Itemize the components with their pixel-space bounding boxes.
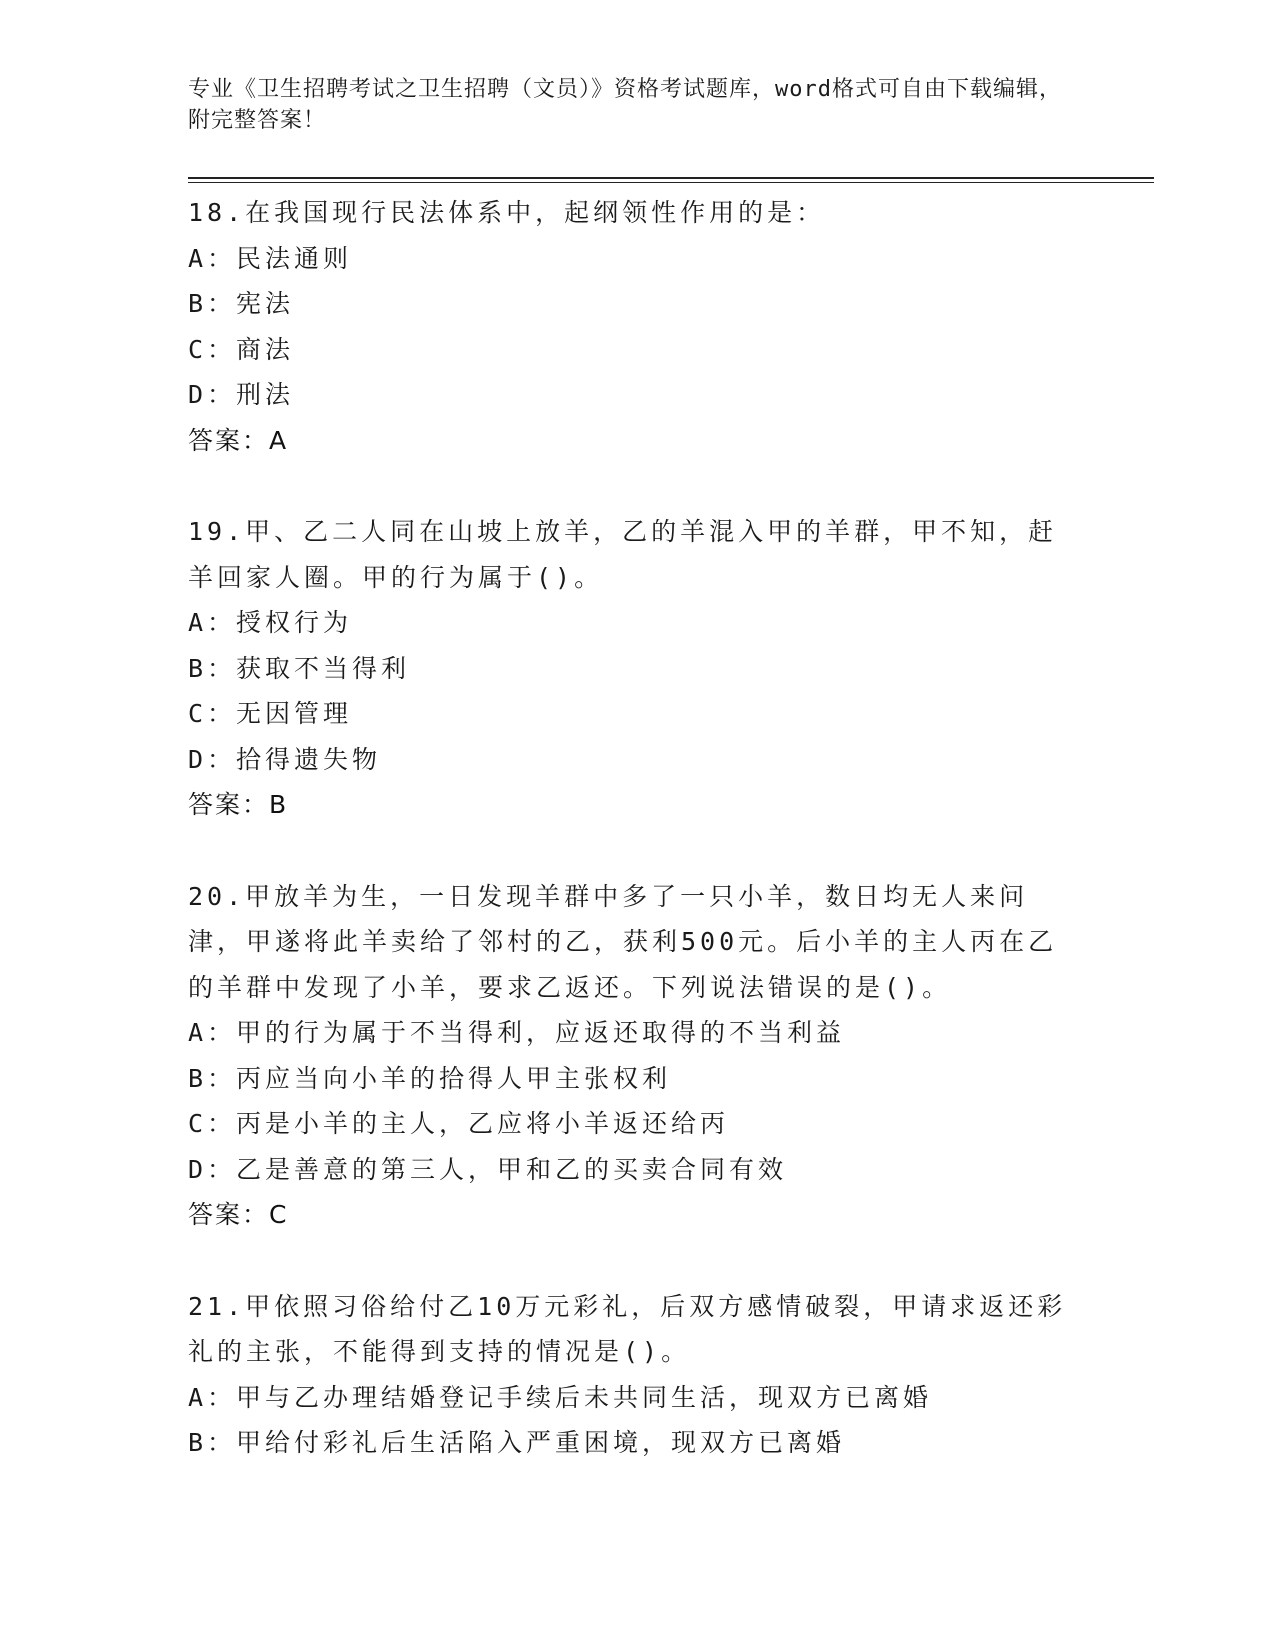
option-c: C：商法	[188, 334, 295, 364]
answer-text: 答案：A	[188, 425, 289, 455]
option-a: A：授权行为	[188, 608, 353, 637]
question-stem: 19.甲、乙二人同在山坡上放羊，乙的羊混入甲的羊群，甲不知，赶羊回家人圈。甲的行为属于()。	[188, 517, 1058, 592]
document-header: 专业《卫生招聘考试之卫生招聘（文员）》资格考试题库，word格式可自由下载编辑，附完整答案！	[188, 77, 1062, 133]
answer-text: 答案：C	[188, 1200, 289, 1229]
question-18	[188, 190, 1148, 463]
option-b: B：丙应当向小羊的拾得人甲主张权利	[188, 1063, 672, 1093]
question-20	[188, 874, 1148, 1238]
question-21	[188, 1284, 1148, 1466]
option-d: D：刑法	[188, 380, 295, 409]
option-a: A：民法通则	[188, 243, 353, 273]
question-stem: 20.甲放羊为生，一日发现羊群中多了一只小羊，数日均无人来问津，甲遂将此羊卖给了邻村的乙，获利500元。后小羊的主人丙在乙的羊群中发现了小羊，要求乙返还。下列说法错误的是()。	[188, 881, 1058, 1002]
question-stem: 21.甲依照习俗给付乙10万元彩礼，后双方感情破裂，甲请求返还彩礼的主张，不能得到支持的情况是()。	[188, 1291, 1067, 1366]
answer-text: 答案：B	[188, 790, 289, 819]
question-19	[188, 509, 1148, 828]
header-divider	[188, 177, 1154, 183]
option-b: B：宪法	[188, 289, 295, 318]
option-d: D：乙是善意的第三人，甲和乙的买卖合同有效	[188, 1154, 788, 1184]
option-d: D：拾得遗失物	[188, 744, 382, 774]
option-a: A：甲与乙办理结婚登记手续后未共同生活，现双方已离婚	[188, 1382, 933, 1412]
option-b: B：甲给付彩礼后生活陷入严重困境，现双方已离婚	[188, 1428, 846, 1457]
option-b: B：获取不当得利	[188, 653, 411, 683]
question-stem: 18.在我国现行民法体系中，起纲领性作用的是：	[188, 198, 826, 227]
option-c: C：无因管理	[188, 699, 353, 728]
option-a: A：甲的行为属于不当得利，应返还取得的不当利益	[188, 1018, 846, 1047]
question-list	[188, 190, 1148, 1512]
option-c: C：丙是小羊的主人，乙应将小羊返还给丙	[188, 1109, 730, 1138]
